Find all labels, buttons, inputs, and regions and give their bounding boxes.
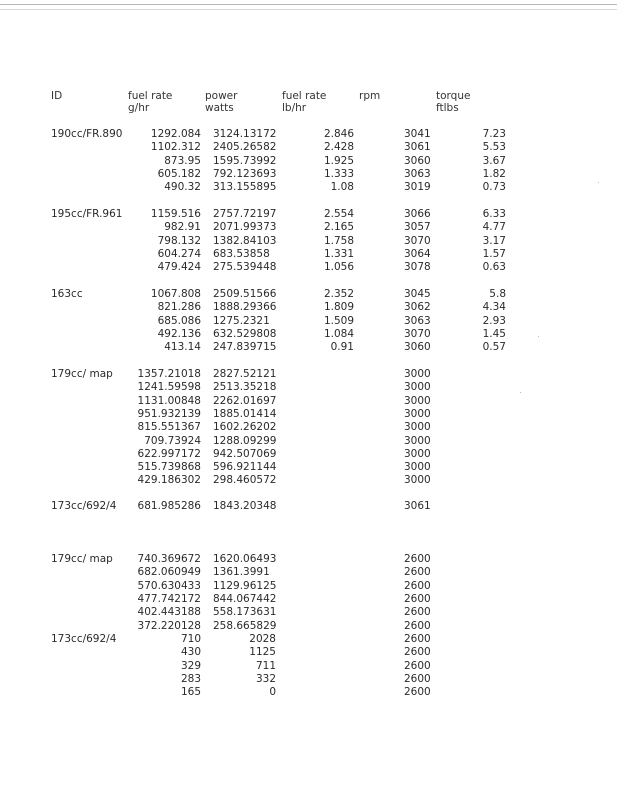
rpm-cell: 3000	[404, 368, 431, 380]
table-row	[0, 686, 617, 699]
header-rpm-label: rpm	[359, 90, 381, 102]
rpm-cell: 2600	[404, 619, 431, 632]
table-row	[0, 421, 617, 434]
table-row	[0, 288, 617, 301]
rpm-cell: 3060	[404, 341, 431, 354]
fuel-rate-gph-cell: 283	[180, 672, 201, 685]
rpm-cell: 2600	[404, 672, 431, 685]
header-torque-line1: torque	[436, 90, 471, 102]
header-fuel-rate-gph-line1: fuel rate	[128, 90, 173, 102]
group-id: 173cc/692/4	[51, 633, 117, 645]
power-watts-cell: 558.173631	[213, 606, 277, 619]
fuel-rate-gph-cell: 402.443188	[137, 606, 201, 619]
power-watts-cell: 1602.26202	[213, 421, 277, 434]
fuel-rate-gph-cell: 951.932139	[137, 407, 201, 420]
table-row	[0, 381, 617, 394]
power-watts-cell: 275.539448	[213, 261, 277, 274]
torque-cell: 3.17	[482, 234, 506, 247]
table-row	[0, 155, 617, 168]
power-watts-cell: 632.529808	[213, 327, 277, 340]
torque-cell: 2.93	[482, 314, 506, 327]
fuel-rate-gph-cell: 165	[180, 686, 201, 699]
rpm-cell: 2600	[404, 646, 431, 659]
rpm-cell: 3000	[404, 461, 431, 474]
fuel-rate-lbph-cell: 1.809	[323, 301, 354, 314]
torque-cell: 5.53	[482, 141, 506, 154]
scan-speck	[538, 336, 539, 337]
fuel-rate-gph-cell: 477.742172	[137, 592, 201, 605]
table-row	[0, 646, 617, 659]
fuel-rate-gph-cell: 873.95	[164, 154, 201, 167]
rpm-cell: 3060	[404, 154, 431, 167]
table-row	[0, 261, 617, 274]
table-row	[0, 500, 617, 513]
power-watts-cell: 2262.01697	[213, 394, 277, 407]
rpm-cell: 3070	[404, 234, 431, 247]
fuel-rate-lbph-cell: 2.554	[323, 208, 354, 220]
fuel-rate-lbph-cell: 1.758	[323, 234, 354, 247]
table-row	[0, 368, 617, 381]
fuel-rate-gph-cell: 429.186302	[137, 474, 201, 487]
power-watts-cell: 2757.72197	[213, 208, 277, 220]
rpm-cell: 2600	[404, 579, 431, 592]
fuel-rate-gph-cell: 492.136	[157, 327, 201, 340]
rpm-cell: 3061	[404, 500, 431, 512]
torque-cell: 1.57	[482, 247, 506, 260]
table-row	[0, 315, 617, 328]
table-row	[0, 301, 617, 314]
rpm-cell: 2600	[404, 592, 431, 605]
fuel-rate-gph-cell: 1241.59598	[137, 381, 201, 394]
header-fuel-rate-lbph-line2: lb/hr	[282, 102, 307, 114]
fuel-rate-lbph-cell: 1.333	[323, 167, 354, 180]
table-row	[0, 474, 617, 487]
group-id: 173cc/692/4	[51, 500, 117, 512]
fuel-rate-gph-cell: 430	[180, 646, 201, 659]
rpm-cell: 3061	[404, 141, 431, 154]
torque-cell: 1.45	[482, 327, 506, 340]
rpm-cell: 2600	[404, 659, 431, 672]
power-watts-cell: 1595.73992	[213, 154, 277, 167]
torque-cell: 0.57	[482, 341, 506, 354]
fuel-rate-gph-cell: 682.060949	[137, 566, 201, 579]
scan-edge-line	[0, 4, 617, 5]
fuel-rate-lbph-cell: 1.056	[323, 261, 354, 274]
scan-speck	[598, 182, 599, 183]
power-watts-cell: 1361.3991	[213, 566, 270, 579]
fuel-rate-gph-cell: 681.985286	[137, 500, 201, 512]
header-torque	[436, 90, 470, 114]
power-watts-cell: 844.067442	[213, 592, 277, 605]
table-row	[0, 580, 617, 593]
header-power-line2: watts	[205, 102, 234, 114]
torque-cell: 0.73	[482, 181, 506, 194]
fuel-rate-gph-cell: 815.551367	[137, 421, 201, 434]
power-watts-cell: 247.839715	[213, 341, 277, 354]
fuel-rate-gph-cell: 1102.312	[150, 141, 201, 154]
header-id-label: ID	[51, 90, 63, 102]
fuel-rate-lbph-cell: 2.165	[323, 221, 354, 234]
rpm-cell: 3000	[404, 381, 431, 394]
table-row	[0, 248, 617, 261]
power-watts-cell: 596.921144	[213, 461, 277, 474]
rpm-cell: 3064	[404, 247, 431, 260]
power-watts-cell: 2827.52121	[213, 368, 277, 380]
rpm-cell: 3063	[404, 167, 431, 180]
power-watts-cell: 792.123693	[213, 167, 277, 180]
rpm-cell: 3062	[404, 301, 431, 314]
header-fuel-rate-gph-line2: g/hr	[128, 102, 150, 114]
table-row	[0, 235, 617, 248]
power-watts-cell: 0	[269, 686, 276, 699]
power-watts-cell: 2513.35218	[213, 381, 277, 394]
rpm-cell: 2600	[404, 566, 431, 579]
fuel-rate-gph-cell: 1159.516	[150, 208, 201, 220]
header-id	[51, 90, 62, 102]
table-row	[0, 461, 617, 474]
group-id: 190cc/FR.890	[51, 128, 123, 140]
fuel-rate-gph-cell: 622.997172	[137, 447, 201, 460]
rpm-cell: 3000	[404, 447, 431, 460]
table-row	[0, 221, 617, 234]
fuel-rate-gph-cell: 605.182	[157, 167, 201, 180]
header-power	[205, 90, 237, 114]
table-row	[0, 341, 617, 354]
table-row	[0, 620, 617, 633]
rpm-cell: 3045	[404, 288, 431, 300]
power-watts-cell: 1125	[249, 646, 276, 659]
rpm-cell: 2600	[404, 606, 431, 619]
torque-cell: 7.23	[482, 128, 506, 140]
power-watts-cell: 1275.2321	[213, 314, 270, 327]
group-id: 195cc/FR.961	[51, 208, 123, 220]
power-watts-cell: 683.53858	[213, 247, 270, 260]
fuel-rate-gph-cell: 1357.21018	[137, 368, 201, 380]
torque-cell: 6.33	[482, 208, 506, 220]
header-power-line1: power	[205, 90, 238, 102]
rpm-cell: 3000	[404, 421, 431, 434]
fuel-rate-gph-cell: 329	[180, 659, 201, 672]
table-row	[0, 168, 617, 181]
table-row	[0, 435, 617, 448]
table-row	[0, 633, 617, 646]
rpm-cell: 3070	[404, 327, 431, 340]
fuel-rate-lbph-cell: 1.509	[323, 314, 354, 327]
fuel-rate-gph-cell: 479.424	[157, 261, 201, 274]
power-watts-cell: 313.155895	[213, 181, 277, 194]
torque-cell: 4.34	[482, 301, 506, 314]
fuel-rate-gph-cell: 1292.084	[150, 128, 201, 140]
power-watts-cell: 942.507069	[213, 447, 277, 460]
fuel-rate-lbph-cell: 1.084	[323, 327, 354, 340]
torque-cell: 3.67	[482, 154, 506, 167]
rpm-cell: 2600	[404, 553, 431, 565]
scan-speck	[520, 392, 521, 393]
table-row	[0, 660, 617, 673]
power-watts-cell: 711	[255, 659, 276, 672]
fuel-rate-gph-cell: 685.086	[157, 314, 201, 327]
power-watts-cell: 1843.20348	[213, 500, 277, 512]
rpm-cell: 2600	[404, 633, 431, 645]
torque-cell: 5.8	[489, 288, 506, 300]
torque-cell: 0.63	[482, 261, 506, 274]
power-watts-cell: 2028	[249, 633, 276, 645]
group-id: 163cc	[51, 288, 83, 300]
power-watts-cell: 1885.01414	[213, 407, 277, 420]
fuel-rate-lbph-cell: 1.925	[323, 154, 354, 167]
fuel-rate-lbph-cell: 2.352	[323, 288, 354, 300]
table-row	[0, 181, 617, 194]
table-row	[0, 448, 617, 461]
rpm-cell: 3066	[404, 208, 431, 220]
group-id: 179cc/ map	[51, 368, 113, 380]
rpm-cell: 3041	[404, 128, 431, 140]
rpm-cell: 3019	[404, 181, 431, 194]
fuel-rate-gph-cell: 1131.00848	[137, 394, 201, 407]
table-row	[0, 141, 617, 154]
fuel-rate-gph-cell: 413.14	[164, 341, 201, 354]
table-row	[0, 208, 617, 221]
power-watts-cell: 1382.84103	[213, 234, 277, 247]
table-row	[0, 328, 617, 341]
rpm-cell: 3000	[404, 474, 431, 487]
header-fuel-rate-lbph-line1: fuel rate	[282, 90, 327, 102]
fuel-rate-lbph-cell: 1.08	[330, 181, 354, 194]
power-watts-cell: 2509.51566	[213, 288, 277, 300]
header-rpm	[359, 90, 380, 102]
power-watts-cell: 2405.26582	[213, 141, 277, 154]
fuel-rate-gph-cell: 821.286	[157, 301, 201, 314]
power-watts-cell: 332	[255, 672, 276, 685]
rpm-cell: 3078	[404, 261, 431, 274]
fuel-rate-gph-cell: 515.739868	[137, 461, 201, 474]
fuel-rate-gph-cell: 490.32	[164, 181, 201, 194]
fuel-rate-lbph-cell: 1.331	[323, 247, 354, 260]
fuel-rate-gph-cell: 372.220128	[137, 619, 201, 632]
fuel-rate-gph-cell: 709.73924	[144, 434, 201, 447]
header-fuel-rate-gph	[128, 90, 172, 114]
fuel-rate-gph-cell: 710	[180, 633, 201, 645]
fuel-rate-gph-cell: 570.630433	[137, 579, 201, 592]
fuel-rate-lbph-cell: 2.428	[323, 141, 354, 154]
fuel-rate-gph-cell: 740.369672	[137, 553, 201, 565]
torque-cell: 4.77	[482, 221, 506, 234]
power-watts-cell: 298.460572	[213, 474, 277, 487]
header-fuel-rate-lbph	[282, 90, 326, 114]
scan-edge-line	[0, 9, 617, 10]
rpm-cell: 3000	[404, 434, 431, 447]
power-watts-cell: 2071.99373	[213, 221, 277, 234]
fuel-rate-gph-cell: 1067.808	[150, 288, 201, 300]
table-row	[0, 606, 617, 619]
group-id: 179cc/ map	[51, 553, 113, 565]
table-row	[0, 593, 617, 606]
rpm-cell: 2600	[404, 686, 431, 699]
table-row	[0, 395, 617, 408]
rpm-cell: 3063	[404, 314, 431, 327]
power-watts-cell: 1888.29366	[213, 301, 277, 314]
fuel-rate-gph-cell: 798.132	[157, 234, 201, 247]
torque-cell: 1.82	[482, 167, 506, 180]
fuel-rate-lbph-cell: 2.846	[323, 128, 354, 140]
power-watts-cell: 1620.06493	[213, 553, 277, 565]
header-torque-line2: ftlbs	[436, 102, 459, 114]
fuel-rate-gph-cell: 982.91	[164, 221, 201, 234]
table-row	[0, 553, 617, 566]
fuel-rate-lbph-cell: 0.91	[330, 341, 354, 354]
rpm-cell: 3057	[404, 221, 431, 234]
rpm-cell: 3000	[404, 394, 431, 407]
power-watts-cell: 1288.09299	[213, 434, 277, 447]
table-row	[0, 128, 617, 141]
power-watts-cell: 258.665829	[213, 619, 277, 632]
rpm-cell: 3000	[404, 407, 431, 420]
table-row	[0, 673, 617, 686]
power-watts-cell: 1129.96125	[213, 579, 277, 592]
power-watts-cell: 3124.13172	[213, 128, 277, 140]
table-row	[0, 408, 617, 421]
fuel-rate-gph-cell: 604.274	[157, 247, 201, 260]
table-row	[0, 566, 617, 579]
